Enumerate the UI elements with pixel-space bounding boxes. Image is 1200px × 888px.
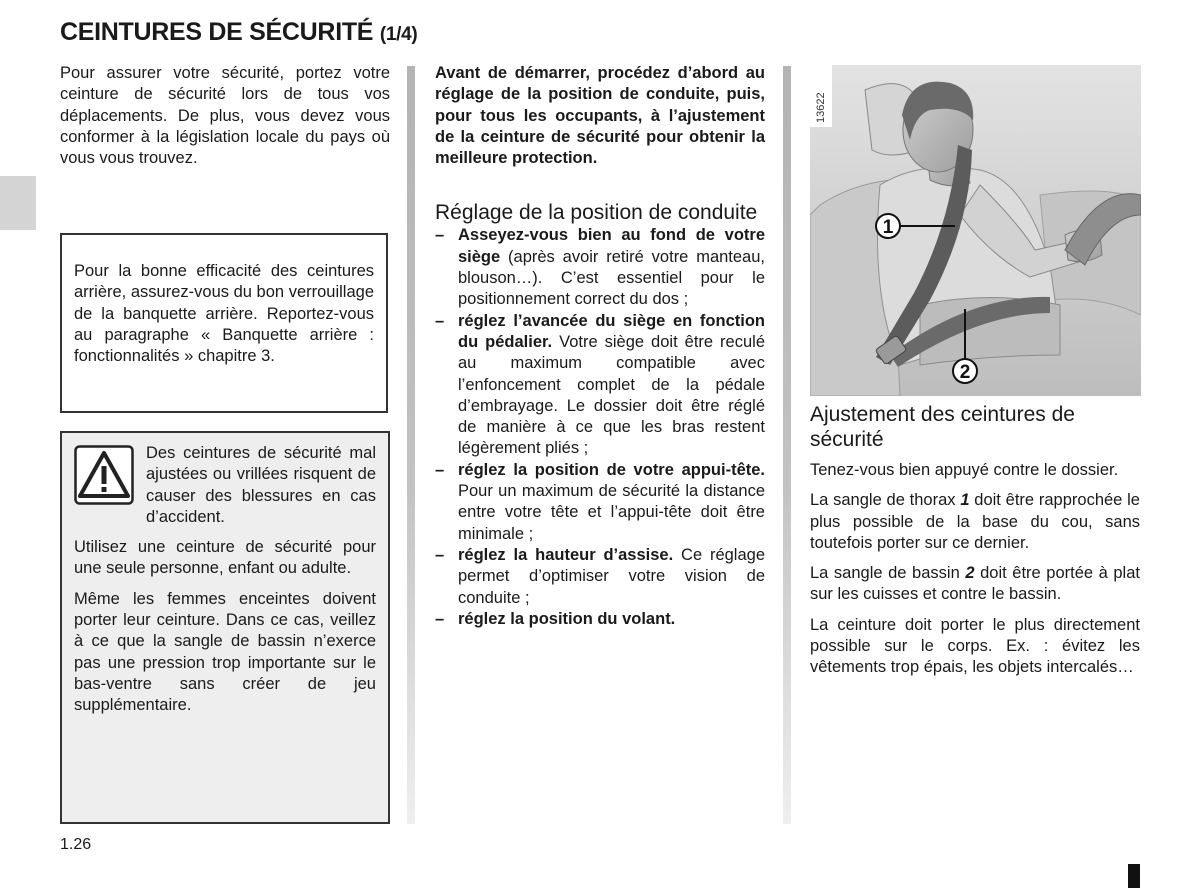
list-item-text: réglez la position de votre appui-tête. Pour un maximum de sécurité la distance entre votre tête et l’appui-tête doit être minimale ; <box>458 460 765 543</box>
page-corner-mark <box>1128 864 1140 888</box>
list-dash: – <box>435 545 445 564</box>
note-box-text: Pour la bonne efficacité des ceintures arrière, assurez-vous du bon verrouillage de la banquette arrière. Reportez-vous au paragraphe « Banquette arrière : fonctionnalités » chapitre 3. <box>74 262 374 366</box>
col3-p4: La ceinture doit porter le plus directement possible sur le corps. Ex. : évitez les vêtements trop épais, les objets intercalés… <box>810 615 1140 677</box>
list-item-text: réglez la position du volant. <box>458 609 676 628</box>
warning-triangle-icon <box>74 445 134 505</box>
ref-strap-1: 1 <box>960 491 970 510</box>
col2 <box>435 63 765 630</box>
warning-box <box>60 431 390 824</box>
callout-2: 2 <box>959 362 971 383</box>
seatbelt-illustration <box>810 65 1141 396</box>
page-title-text: CEINTURES DE SÉCURITÉ <box>60 18 374 46</box>
note-box <box>60 233 388 413</box>
callout-1: 1 <box>882 217 894 238</box>
list-item <box>435 460 765 545</box>
col2-intro: Avant de démarrer, procédez d’abord au réglage de la position de conduite, puis, pour tous les occupants, à l’ajustement de la ceinture de sécurité pour obtenir la meilleure protection. <box>435 64 765 168</box>
figure-reference: 13622 <box>815 92 827 123</box>
list-item <box>435 609 765 630</box>
list-dash: – <box>435 460 445 479</box>
list-item-text: réglez la hauteur d’assise. Ce réglage permet d’optimiser votre vision de conduite ; <box>458 545 765 607</box>
column-divider-2 <box>783 66 791 824</box>
list-dash: – <box>435 226 445 245</box>
warning-p2: Même les femmes enceintes doivent porter leur ceinture. Dans ce cas, veillez à ce que la sangle de bassin n’exerce pas une pression trop importante sur le bas-ventre sans créer de jeu supplémentaire. <box>74 589 376 715</box>
list-dash: – <box>435 311 445 330</box>
list-item-text: réglez l’avancée du siège en fonction du pédalier. Votre siège doit être reculé au maximum compatible avec l’enfoncement complet de la pédale d’embrayage. Le dossier doit être réglé de manière à ce que les bras restent légèrement pliés ; <box>458 311 765 458</box>
list-item <box>435 311 765 460</box>
col3 <box>810 402 1140 688</box>
list-item <box>435 545 765 609</box>
col3-p2: La sangle de thorax 1 doit être rapprochée le plus possible de la base du cou, sans toutefois porter sur ce dernier. <box>810 491 1140 552</box>
warning-p1: Utilisez une ceinture de sécurité pour une seule personne, enfant ou adulte. <box>74 538 376 578</box>
list-dash: – <box>435 609 445 628</box>
driving-position-list <box>435 225 765 630</box>
ref-strap-2: 2 <box>965 564 975 583</box>
section-heading-driving-position: Réglage de la position de conduite <box>435 201 758 225</box>
warning-lead: Des ceintures de sécurité mal ajustées ou vrillées risquent de causer des blessures en cas d’accident. <box>146 444 376 526</box>
section-heading-belt-adjustment: Ajustement des ceintures de sécurité <box>810 403 1075 451</box>
list-item <box>435 225 765 310</box>
column-divider-1 <box>407 66 415 824</box>
col1-intro-text: Pour assurer votre sécurité, portez votre ceinture de sécurité lors de tous vos déplacements. De plus, vous devez vous conformer à la législation locale du pays où vous vous trouvez. <box>60 64 390 168</box>
col1-intro <box>60 63 390 169</box>
chapter-tab <box>0 176 36 230</box>
list-item-text: Asseyez-vous bien au fond de votre siège (après avoir retiré votre manteau, blouson…). C’est essentiel pour le positionnement correct du dos ; <box>458 226 765 309</box>
page-title <box>60 18 417 47</box>
page-number: 1.26 <box>60 836 92 853</box>
col3-p1: Tenez-vous bien appuyé contre le dossier. <box>810 461 1119 479</box>
col3-p3: La sangle de bassin 2 doit être portée à plat sur les cuisses et contre le bassin. <box>810 564 1140 604</box>
page-title-suffix: (1/4) <box>379 24 418 45</box>
